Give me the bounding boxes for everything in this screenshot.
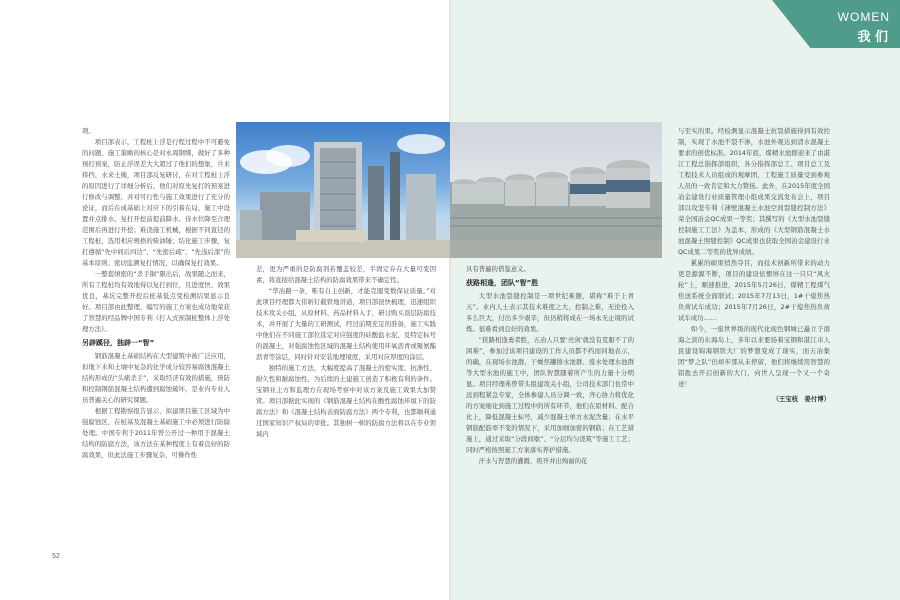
section-title-en: WOMEN — [837, 10, 890, 24]
body-paragraph: 独特的施工方法，大幅度提高了混凝土的密实度、抗渗性、耐久性和耐腐蚀性，为后续的土建施工创造了积极有利的条件。宝钢业主方和监理方在现场考察中对该方案及施工效果大加赞赏。项目部据此实现的《钢筋混凝土结构在酸性腐蚀环境下的防腐方法》和《混凝土结构表面防腐方法》两个专利，也都顺利通过国家知识产权局的审批。其独树一帜的防腐方法将以在专业领域内 — [256, 364, 436, 438]
body-paragraph: 具有普遍的借鉴意义。 — [466, 265, 530, 273]
body-paragraph: 与至实的果。经检测显示混凝土抗裂措施得到有效控制，实现了水池不裂不渗，水池外观达到清水混凝土要求的创优标准。2014年底，煤精水池群迎来了由湛江工程总指挥部组织，各分指挥部总工、项目总工及工程技术人员组成的观摩团，工程施工质量受到参观人员的一致肯定和大力赞扬。此外，在2015年度全国冶金建设行业质量管理小组成果交流发布会上，项目部以攻坚专利《薄壁混凝土水池空间裂缝控制方法》荣全国冶金QC成果一等奖；其撰写的《大型水池裂缝控制施工工法》为盖本、形成的《大型钢筋混凝土水池混凝土照缝控制》QC成果也获取全国冶金建设行业QC成果二等奖的优异成绩。 — [678, 127, 830, 256]
body-paragraph: 一整套缜密的“杀手锏”限出后，战果随之而来，所有工程桩均有效地得以复打到位，且进度快、效果优良，基坑完整开挖后桩基低点变检测结果显示良好。项目部由此整理、编写的施工方案也成功地荣获了智慧的经品牌中国专利《打入式预制桩整体上浮处理方法》。 — [82, 270, 230, 333]
body-paragraph: 钢筋混凝土基础结构在大型建筑中被广泛应用，但地下水和土壤中复杂的化学成分较容易腐蚀混凝土结构形成的“头痛杀手”，采取经济有效的措施，预防和控制钢筋混凝土结构遭到腐蚀破坏，是业内专业人员普遍关心的研究课题。 — [82, 352, 230, 404]
body-paragraph: 汗水与智慧的灌溉，将开并出绚丽的花 — [478, 457, 588, 465]
cooling-towers-illustration — [450, 122, 662, 258]
section-title-cn: 我 们 — [857, 30, 888, 45]
body-paragraph: 累累的硕果悄然夺目，而技术创新所带来的动力更是源源不断，项目的建设依惯屏在这一只只“风火轮”上，顺速推进，2015年5月26日，煤精工程煤气焦送系统全面联试；2015年7月13日，1#干熄焦热负荷试车成功；2015年7月26日，2#干熄焦热负荷试车成功…… — [678, 259, 830, 322]
text-column-3 — [466, 264, 634, 467]
page-number: 52 — [52, 553, 60, 560]
body-paragraph: “华冶路一条，唯有自主创新，才能克服变数保证质量。”对此项目经理都大伟斩钉截铁地讲道，项目部很快梳理，迅速组织技术攻关小组，从原材料、药品材料入手，研讨购买顶层防腐技术，并开展了大量的工研测试，经过前期充足的准备，施工实践中他们在不同施工部位选定对应强度的硅酸盐水泥，及特定标号的混凝土，对强腐蚀性区域的混凝土结构使用环氧沥青或聚氨酯沥青等涂层，同时针对安装地理境度，采用对应厚度的涂层。 — [256, 287, 436, 361]
text-column-2 — [256, 264, 436, 440]
coking-plant-illustration — [236, 122, 450, 258]
section-heading: 获路相逢，团队“智”胜 — [466, 279, 539, 287]
body-paragraph: 差，更为严重的是防腐剂若覆盖较差，半固定存在大量可变因素，将直接给混凝土结构的防腐效果带来不确定性。 — [256, 265, 436, 284]
author-byline: （王宝枝 姜付博） — [772, 395, 830, 403]
body-paragraph: 项。 — [82, 127, 95, 135]
body-paragraph: 根据工程勘察报告显示，拟建项目施工区域为中强腐蚀区，在桩基及混凝土基础施工中必须进行防腐处理。中国专利于2011年曾公开过一种用于混凝土结构的防腐方法，该方法在某种程度上有着良好的防腐效果，但此法施工步骤复杂，可操作性 — [82, 407, 230, 459]
page-gutter — [449, 0, 451, 600]
body-paragraph: 项目部表示，工程桩上浮是行程过程中不可避免的问题，施工策略的核心是对永周钢绑，做好了多种预打预案，防止浮误差大大超过了他们的想象，兵来将挡，水来土掩，项目部反复研讨，在对工程桩上浮的原因进行了详细分析后，他们对原先复打的预案进行修改与调整，并对可行性与施工效果进行了充分的论证，而后在成基础上对应下的引着在局，施工中设置并点排水、复打开挖前提前降水、待水位降至合理范围后再进行开挖；难浇施工机械，根据不同直径的工程桩，选用相应规格的柴油锤；结化施工步骤，复打遵循“先中间后四边”、“先密后疏”、“先浅后深”的基本原则；密切监测复打情况，以确保复打效果。 — [82, 138, 230, 267]
body-paragraph: “狭路相逢勇者胜，五冶人只要‘亮剑’就没有克服不了的困难”，参加过该项目建设的工作人员都不约而同地表示，的确，在现场水池群、干燥焦罐排水池群、废水处理水池群等大型水池的施工中，团队智慧随着所产生的力量十分明显。项目经理弗曾带头组建攻关小组，公司技术部门也常中远到程紧急专家，全体参建人员分调一致，齐心协力将优化的方案细化到施工过程中的所有环节，他们在原材料、配合比上，降低混凝土标号，减少混凝土单方水泥含量；在水平钢筋配筋率不变的情况下，采用加细加密的钢筋；在工艺措施上，通过采取“分段间歇”、“分层均匀浇筑”等施工工艺；同时严格按照施工方案落实养护措施。 — [466, 336, 634, 454]
section-heading: 另辟蹊径，独辟一“智” — [82, 339, 155, 347]
text-column-1 — [82, 126, 230, 461]
photo-cooling-towers — [450, 122, 662, 258]
body-paragraph: 大型水池裂缝控制是一项世纪难题，堪称“难于上青天”。业内人士表示其技术难度之大，控制之难，无论投入多么巨大，付出多少艰辛，但仍稍将成在一场永无止境的试炼。很难看到良好的效果。 — [466, 292, 634, 333]
photo-coking-plant — [236, 122, 450, 258]
text-column-4 — [678, 126, 830, 405]
body-paragraph: 如今，一座世界级的现代化现色钢城已矗立于南海之滨的东海岛上，多年以来要扬着宝钢和湛江市人民建设锦海钢铁大厂的梦想变成了现实，而五冶集团“梦之队”仍却步那从未停留，他们将继续用智慧的铝匙去开启创新的大门，向世人呈现一个又一个奇迹！ — [678, 325, 830, 388]
